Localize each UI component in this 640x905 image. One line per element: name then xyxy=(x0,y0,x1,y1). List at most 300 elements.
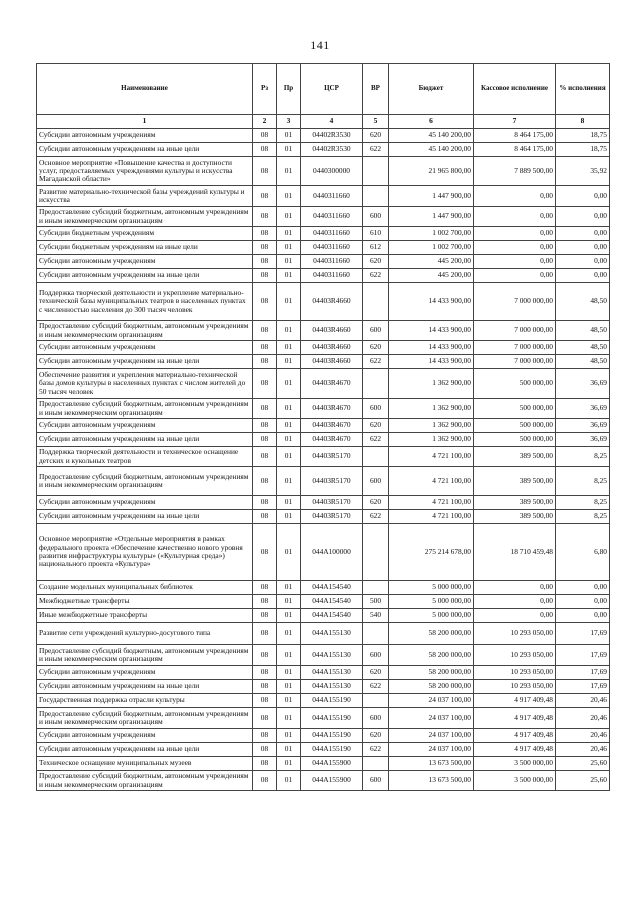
cell-rz: 08 xyxy=(253,581,277,595)
table-row xyxy=(37,241,610,255)
cell-csr: 04403R4660 xyxy=(301,341,363,355)
cell-vr: 622 xyxy=(363,510,389,524)
cell-vr: 620 xyxy=(363,341,389,355)
cell-rz: 08 xyxy=(253,227,277,241)
table-row xyxy=(37,524,610,581)
table-row xyxy=(37,283,610,321)
cell-pr: 01 xyxy=(277,283,301,321)
table-row xyxy=(37,595,610,609)
header-vr: ВР xyxy=(363,64,389,115)
cell-name: Субсидии автономным учреждениям xyxy=(37,129,253,143)
cell-cash: 389 500,00 xyxy=(474,510,556,524)
cell-name: Субсидии бюджетным учреждениям xyxy=(37,227,253,241)
table-row xyxy=(37,355,610,369)
cell-budget: 1 002 700,00 xyxy=(389,241,474,255)
column-number: 2 xyxy=(253,115,277,129)
cell-cash: 4 917 409,48 xyxy=(474,743,556,757)
cell-name: Субсидии автономным учреждениям xyxy=(37,419,253,433)
cell-budget: 1 362 900,00 xyxy=(389,419,474,433)
cell-name: Субсидии автономным учреждениям на иные цели xyxy=(37,510,253,524)
table-row xyxy=(37,369,610,399)
cell-percent: 20,46 xyxy=(556,743,610,757)
cell-rz: 08 xyxy=(253,399,277,419)
cell-cash: 7 000 000,00 xyxy=(474,341,556,355)
table-row xyxy=(37,157,610,186)
cell-budget: 14 433 900,00 xyxy=(389,355,474,369)
cell-csr: 04402R3530 xyxy=(301,143,363,157)
cell-budget: 1 362 900,00 xyxy=(389,433,474,447)
cell-percent: 0,00 xyxy=(556,581,610,595)
cell-rz: 08 xyxy=(253,157,277,186)
cell-pr: 01 xyxy=(277,433,301,447)
table-row xyxy=(37,129,610,143)
cell-budget: 13 673 500,00 xyxy=(389,757,474,771)
table-row xyxy=(37,321,610,341)
cell-budget: 1 447 900,00 xyxy=(389,186,474,207)
header-cash: Кассовое исполнение xyxy=(474,64,556,115)
cell-pr: 01 xyxy=(277,129,301,143)
cell-rz: 08 xyxy=(253,467,277,496)
cell-name: Техническое оснащение муниципальных музеев xyxy=(37,757,253,771)
cell-name: Субсидии автономным учреждениям xyxy=(37,496,253,510)
cell-vr: 600 xyxy=(363,207,389,227)
cell-percent: 48,50 xyxy=(556,283,610,321)
cell-rz: 08 xyxy=(253,680,277,694)
cell-percent: 20,46 xyxy=(556,708,610,729)
cell-name: Субсидии автономным учреждениям xyxy=(37,255,253,269)
cell-rz: 08 xyxy=(253,341,277,355)
table-row xyxy=(37,419,610,433)
table-row xyxy=(37,496,610,510)
cell-rz: 08 xyxy=(253,355,277,369)
page-number: 141 xyxy=(310,38,330,52)
table-row xyxy=(37,623,610,645)
cell-budget: 5 000 000,00 xyxy=(389,595,474,609)
cell-csr: 04403R5170 xyxy=(301,447,363,467)
cell-percent: 35,92 xyxy=(556,157,610,186)
cell-budget: 13 673 500,00 xyxy=(389,771,474,791)
cell-name: Субсидии автономным учреждениям на иные цели xyxy=(37,143,253,157)
cell-budget: 1 362 900,00 xyxy=(389,399,474,419)
cell-csr: 044A155190 xyxy=(301,708,363,729)
cell-percent: 0,00 xyxy=(556,609,610,623)
cell-percent: 25,60 xyxy=(556,771,610,791)
cell-percent: 17,69 xyxy=(556,645,610,666)
cell-csr: 0440311660 xyxy=(301,186,363,207)
cell-rz: 08 xyxy=(253,255,277,269)
cell-percent: 48,50 xyxy=(556,341,610,355)
table-body xyxy=(37,129,610,791)
table-row xyxy=(37,694,610,708)
cell-cash: 0,00 xyxy=(474,207,556,227)
cell-budget: 275 214 678,00 xyxy=(389,524,474,581)
cell-rz: 08 xyxy=(253,207,277,227)
cell-csr: 04403R4660 xyxy=(301,283,363,321)
cell-percent: 18,75 xyxy=(556,143,610,157)
cell-vr: 612 xyxy=(363,241,389,255)
cell-budget: 58 200 000,00 xyxy=(389,666,474,680)
cell-percent: 18,75 xyxy=(556,129,610,143)
cell-pr: 01 xyxy=(277,369,301,399)
cell-vr: 620 xyxy=(363,419,389,433)
cell-percent: 0,00 xyxy=(556,186,610,207)
cell-budget: 24 037 100,00 xyxy=(389,708,474,729)
cell-csr: 044A100000 xyxy=(301,524,363,581)
cell-vr xyxy=(363,623,389,645)
cell-budget: 21 965 800,00 xyxy=(389,157,474,186)
cell-pr: 01 xyxy=(277,757,301,771)
cell-csr: 04403R5170 xyxy=(301,510,363,524)
cell-pr: 01 xyxy=(277,743,301,757)
cell-percent: 36,69 xyxy=(556,433,610,447)
cell-cash: 500 000,00 xyxy=(474,419,556,433)
cell-cash: 0,00 xyxy=(474,581,556,595)
cell-rz: 08 xyxy=(253,771,277,791)
cell-cash: 18 710 459,48 xyxy=(474,524,556,581)
cell-budget: 4 721 100,00 xyxy=(389,510,474,524)
column-number: 6 xyxy=(389,115,474,129)
cell-name: Субсидии бюджетным учреждениям на иные цели xyxy=(37,241,253,255)
cell-name: Предоставление субсидий бюджетным, автономным учреждениям и иным некоммерческим организациям xyxy=(37,467,253,496)
table-row xyxy=(37,433,610,447)
cell-csr: 04402R3530 xyxy=(301,129,363,143)
cell-pr: 01 xyxy=(277,729,301,743)
cell-csr: 04403R4670 xyxy=(301,419,363,433)
cell-rz: 08 xyxy=(253,694,277,708)
cell-cash: 0,00 xyxy=(474,269,556,283)
cell-csr: 044A155130 xyxy=(301,645,363,666)
cell-percent: 0,00 xyxy=(556,207,610,227)
cell-vr: 622 xyxy=(363,433,389,447)
cell-vr: 620 xyxy=(363,496,389,510)
cell-percent: 20,46 xyxy=(556,694,610,708)
cell-name: Субсидии автономным учреждениям на иные цели xyxy=(37,680,253,694)
cell-pr: 01 xyxy=(277,771,301,791)
cell-rz: 08 xyxy=(253,595,277,609)
cell-csr: 04403R5170 xyxy=(301,467,363,496)
cell-percent: 0,00 xyxy=(556,595,610,609)
cell-name: Субсидии автономным учреждениям xyxy=(37,341,253,355)
cell-name: Государственная поддержка отрасли культуры xyxy=(37,694,253,708)
cell-cash: 4 917 409,48 xyxy=(474,729,556,743)
cell-rz: 08 xyxy=(253,369,277,399)
cell-budget: 4 721 100,00 xyxy=(389,467,474,496)
cell-csr: 044A155900 xyxy=(301,771,363,791)
cell-budget: 45 140 200,00 xyxy=(389,129,474,143)
cell-csr: 04403R4670 xyxy=(301,433,363,447)
cell-pr: 01 xyxy=(277,341,301,355)
cell-pr: 01 xyxy=(277,269,301,283)
table-row xyxy=(37,729,610,743)
cell-csr: 04403R4660 xyxy=(301,321,363,341)
cell-vr: 600 xyxy=(363,771,389,791)
cell-csr: 044A154540 xyxy=(301,595,363,609)
cell-pr: 01 xyxy=(277,510,301,524)
cell-name: Основное мероприятие «Повышение качества и доступности услуг, предоставляемых учреждениями культуры и искусства Магаданской области» xyxy=(37,157,253,186)
cell-name: Предоставление субсидий бюджетным, автономным учреждениям и иным некоммерческим организациям xyxy=(37,399,253,419)
cell-percent: 36,69 xyxy=(556,419,610,433)
cell-csr: 044A155130 xyxy=(301,666,363,680)
cell-percent: 36,69 xyxy=(556,369,610,399)
cell-vr: 620 xyxy=(363,255,389,269)
cell-pr: 01 xyxy=(277,694,301,708)
cell-pr: 01 xyxy=(277,496,301,510)
cell-cash: 8 464 175,00 xyxy=(474,129,556,143)
cell-budget: 1 447 900,00 xyxy=(389,207,474,227)
cell-name: Развитие материально-технической базы учреждений культуры и искусства xyxy=(37,186,253,207)
cell-percent: 0,00 xyxy=(556,269,610,283)
cell-cash: 0,00 xyxy=(474,186,556,207)
cell-vr: 622 xyxy=(363,143,389,157)
cell-cash: 0,00 xyxy=(474,595,556,609)
cell-name: Основное мероприятие «Отдельные мероприятия в рамках федерального проекта «Обеспечение качественно нового уровня развития инфраструктуры культуры» («Культурная среда») национального проекта «Культура» xyxy=(37,524,253,581)
cell-cash: 10 293 050,00 xyxy=(474,623,556,645)
cell-csr: 0440311660 xyxy=(301,207,363,227)
cell-vr: 620 xyxy=(363,129,389,143)
cell-budget: 1 002 700,00 xyxy=(389,227,474,241)
cell-name: Предоставление субсидий бюджетным, автономным учреждениям и иным некоммерческим организациям xyxy=(37,321,253,341)
header-pr: Пр xyxy=(277,64,301,115)
cell-vr: 610 xyxy=(363,227,389,241)
cell-cash: 389 500,00 xyxy=(474,447,556,467)
cell-cash: 10 293 050,00 xyxy=(474,645,556,666)
column-number: 5 xyxy=(363,115,389,129)
cell-name: Поддержка творческой деятельности и укрепление материально-технической базы муниципальных театров в населенных пунктах с численностью населения до 300 тысяч человек xyxy=(37,283,253,321)
header-percent: % исполнения xyxy=(556,64,610,115)
cell-csr: 044A154540 xyxy=(301,609,363,623)
cell-budget: 24 037 100,00 xyxy=(389,743,474,757)
cell-vr xyxy=(363,581,389,595)
cell-percent: 48,50 xyxy=(556,355,610,369)
cell-cash: 10 293 050,00 xyxy=(474,680,556,694)
cell-csr: 04403R4670 xyxy=(301,399,363,419)
cell-csr: 0440311660 xyxy=(301,269,363,283)
table-row xyxy=(37,186,610,207)
cell-name: Предоставление субсидий бюджетным, автономным учреждениям и иным некоммерческим организациям xyxy=(37,771,253,791)
cell-budget: 45 140 200,00 xyxy=(389,143,474,157)
column-number: 3 xyxy=(277,115,301,129)
header-budget: Бюджет xyxy=(389,64,474,115)
cell-vr xyxy=(363,283,389,321)
cell-cash: 3 500 000,00 xyxy=(474,757,556,771)
header-row xyxy=(37,64,610,115)
table-row xyxy=(37,708,610,729)
cell-rz: 08 xyxy=(253,447,277,467)
budget-table xyxy=(36,63,610,791)
cell-name: Предоставление субсидий бюджетным, автономным учреждениям и иным некоммерческим организациям xyxy=(37,708,253,729)
cell-cash: 3 500 000,00 xyxy=(474,771,556,791)
cell-percent: 17,69 xyxy=(556,623,610,645)
cell-vr xyxy=(363,757,389,771)
cell-rz: 08 xyxy=(253,729,277,743)
cell-csr: 0440311660 xyxy=(301,241,363,255)
cell-vr xyxy=(363,369,389,399)
cell-cash: 7 000 000,00 xyxy=(474,355,556,369)
cell-pr: 01 xyxy=(277,227,301,241)
cell-rz: 08 xyxy=(253,510,277,524)
column-number: 7 xyxy=(474,115,556,129)
cell-cash: 0,00 xyxy=(474,609,556,623)
cell-rz: 08 xyxy=(253,645,277,666)
cell-vr: 622 xyxy=(363,269,389,283)
column-number: 4 xyxy=(301,115,363,129)
cell-rz: 08 xyxy=(253,321,277,341)
cell-pr: 01 xyxy=(277,255,301,269)
cell-vr: 622 xyxy=(363,355,389,369)
cell-budget: 14 433 900,00 xyxy=(389,321,474,341)
cell-budget: 445 200,00 xyxy=(389,255,474,269)
cell-pr: 01 xyxy=(277,143,301,157)
cell-rz: 08 xyxy=(253,241,277,255)
cell-csr: 044A155130 xyxy=(301,623,363,645)
cell-budget: 5 000 000,00 xyxy=(389,581,474,595)
cell-pr: 01 xyxy=(277,666,301,680)
cell-vr: 620 xyxy=(363,729,389,743)
cell-vr xyxy=(363,447,389,467)
cell-csr: 0440311660 xyxy=(301,255,363,269)
cell-cash: 0,00 xyxy=(474,241,556,255)
cell-budget: 4 721 100,00 xyxy=(389,496,474,510)
cell-pr: 01 xyxy=(277,609,301,623)
cell-pr: 01 xyxy=(277,708,301,729)
cell-pr: 01 xyxy=(277,447,301,467)
cell-budget: 445 200,00 xyxy=(389,269,474,283)
column-number-row xyxy=(37,115,610,129)
table-row xyxy=(37,666,610,680)
cell-name: Субсидии автономным учреждениям xyxy=(37,729,253,743)
table-row xyxy=(37,609,610,623)
table-row xyxy=(37,645,610,666)
cell-name: Предоставление субсидий бюджетным, автономным учреждениям и иным некоммерческим организациям xyxy=(37,645,253,666)
cell-vr: 600 xyxy=(363,708,389,729)
cell-name: Субсидии автономным учреждениям на иные цели xyxy=(37,433,253,447)
cell-vr: 600 xyxy=(363,321,389,341)
header-name: Наименование xyxy=(37,64,253,115)
cell-percent: 0,00 xyxy=(556,255,610,269)
cell-name: Межбюджетные трансферты xyxy=(37,595,253,609)
cell-cash: 500 000,00 xyxy=(474,369,556,399)
table-row xyxy=(37,743,610,757)
cell-rz: 08 xyxy=(253,708,277,729)
table-row xyxy=(37,255,610,269)
cell-name: Субсидии автономным учреждениям на иные цели xyxy=(37,269,253,283)
cell-csr: 044A155190 xyxy=(301,694,363,708)
cell-vr: 620 xyxy=(363,666,389,680)
cell-budget: 58 200 000,00 xyxy=(389,645,474,666)
cell-vr: 500 xyxy=(363,595,389,609)
cell-cash: 0,00 xyxy=(474,255,556,269)
cell-rz: 08 xyxy=(253,757,277,771)
cell-vr: 622 xyxy=(363,743,389,757)
cell-pr: 01 xyxy=(277,645,301,666)
cell-percent: 0,00 xyxy=(556,227,610,241)
cell-cash: 10 293 050,00 xyxy=(474,666,556,680)
cell-csr: 044A155190 xyxy=(301,743,363,757)
cell-vr xyxy=(363,186,389,207)
cell-csr: 044A154540 xyxy=(301,581,363,595)
cell-rz: 08 xyxy=(253,143,277,157)
table-row xyxy=(37,680,610,694)
cell-cash: 8 464 175,00 xyxy=(474,143,556,157)
cell-percent: 20,46 xyxy=(556,729,610,743)
cell-budget: 58 200 000,00 xyxy=(389,680,474,694)
cell-csr: 0440311660 xyxy=(301,227,363,241)
cell-rz: 08 xyxy=(253,283,277,321)
cell-pr: 01 xyxy=(277,680,301,694)
table-row xyxy=(37,447,610,467)
cell-rz: 08 xyxy=(253,433,277,447)
cell-vr xyxy=(363,524,389,581)
cell-rz: 08 xyxy=(253,609,277,623)
table-row xyxy=(37,467,610,496)
cell-pr: 01 xyxy=(277,467,301,496)
cell-rz: 08 xyxy=(253,269,277,283)
cell-csr: 044A155130 xyxy=(301,680,363,694)
table-row xyxy=(37,771,610,791)
cell-csr: 04403R4670 xyxy=(301,369,363,399)
cell-cash: 4 917 409,48 xyxy=(474,708,556,729)
cell-pr: 01 xyxy=(277,581,301,595)
cell-csr: 04403R5170 xyxy=(301,496,363,510)
table-row xyxy=(37,269,610,283)
table-row xyxy=(37,399,610,419)
cell-csr: 044A155900 xyxy=(301,757,363,771)
column-number: 8 xyxy=(556,115,610,129)
cell-name: Развитие сети учреждений культурно-досугового типа xyxy=(37,623,253,645)
cell-percent: 17,69 xyxy=(556,680,610,694)
cell-name: Поддержка творческой деятельности и техническое оснащение детских и кукольных театров xyxy=(37,447,253,467)
cell-budget: 24 037 100,00 xyxy=(389,729,474,743)
cell-percent: 36,69 xyxy=(556,399,610,419)
cell-cash: 7 000 000,00 xyxy=(474,321,556,341)
cell-name: Субсидии автономным учреждениям на иные цели xyxy=(37,743,253,757)
cell-percent: 17,69 xyxy=(556,666,610,680)
cell-rz: 08 xyxy=(253,524,277,581)
cell-pr: 01 xyxy=(277,524,301,581)
cell-pr: 01 xyxy=(277,355,301,369)
cell-rz: 08 xyxy=(253,419,277,433)
cell-pr: 01 xyxy=(277,186,301,207)
cell-rz: 08 xyxy=(253,666,277,680)
cell-budget: 14 433 900,00 xyxy=(389,283,474,321)
header-csr: ЦСР xyxy=(301,64,363,115)
cell-rz: 08 xyxy=(253,743,277,757)
cell-name: Создание модельных муниципальных библиотек xyxy=(37,581,253,595)
cell-percent: 6,80 xyxy=(556,524,610,581)
cell-pr: 01 xyxy=(277,399,301,419)
cell-vr: 622 xyxy=(363,680,389,694)
cell-vr xyxy=(363,694,389,708)
cell-vr: 600 xyxy=(363,645,389,666)
cell-name: Иные межбюджетные трансферты xyxy=(37,609,253,623)
header-rz: Рз xyxy=(253,64,277,115)
cell-vr: 600 xyxy=(363,467,389,496)
cell-rz: 08 xyxy=(253,129,277,143)
cell-budget: 1 362 900,00 xyxy=(389,369,474,399)
table-row xyxy=(37,510,610,524)
cell-rz: 08 xyxy=(253,186,277,207)
cell-percent: 0,00 xyxy=(556,241,610,255)
table-row xyxy=(37,207,610,227)
cell-pr: 01 xyxy=(277,321,301,341)
cell-pr: 01 xyxy=(277,241,301,255)
table-row xyxy=(37,581,610,595)
cell-percent: 8,25 xyxy=(556,510,610,524)
cell-vr xyxy=(363,157,389,186)
cell-pr: 01 xyxy=(277,623,301,645)
cell-cash: 4 917 409,48 xyxy=(474,694,556,708)
cell-percent: 8,25 xyxy=(556,467,610,496)
